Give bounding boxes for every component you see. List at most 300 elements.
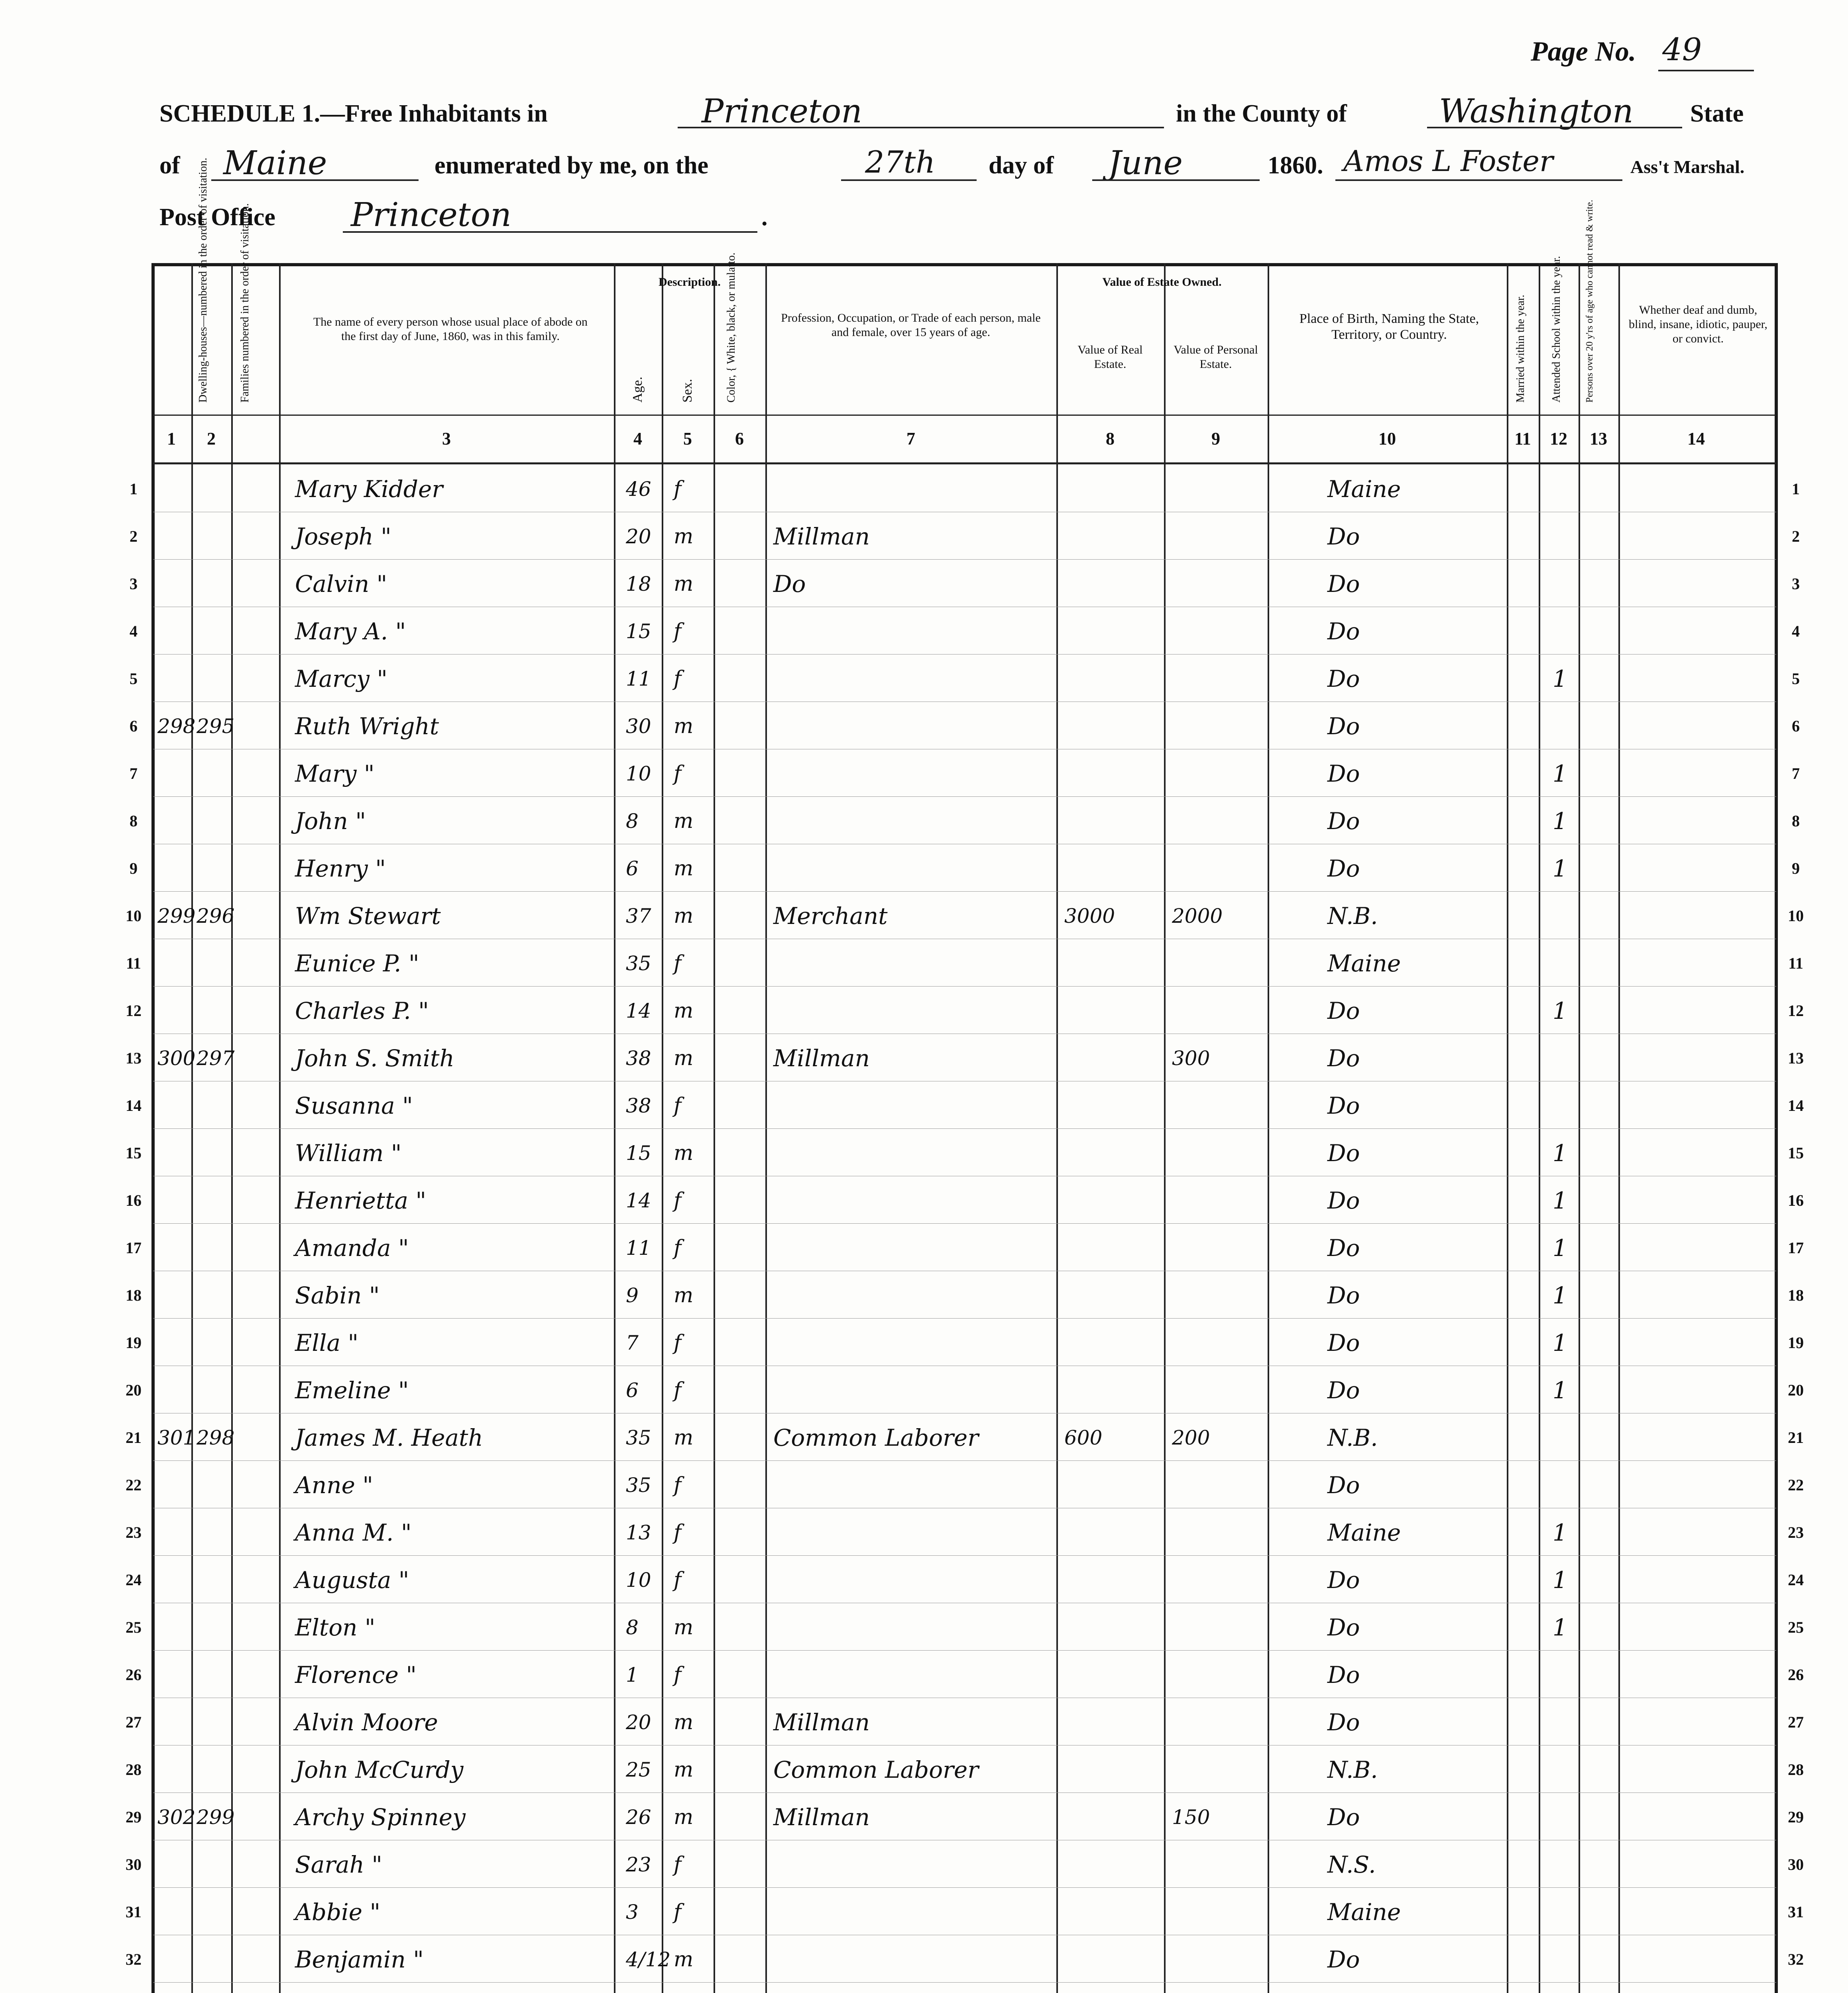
age: 18 [626,572,651,596]
sex: m [674,1616,694,1639]
birthplace: N.B. [1327,1424,1378,1451]
row-number-right: 30 [1788,1855,1804,1873]
dwelling-number: 301 [157,1426,196,1449]
age: 11 [626,1236,651,1260]
col10-header: Place of Birth, Naming the State, Territory, or Country. [1299,311,1479,342]
sex: m [674,999,694,1023]
col8-header: Value of Real Estate. [1077,343,1143,371]
age: 20 [626,525,651,548]
sex: f [674,1663,682,1687]
sex: f [674,1378,682,1402]
col-divider [1164,263,1166,1993]
attended-school: 1 [1553,1519,1567,1546]
row-divider [153,1460,1776,1461]
person-name: William " [295,1140,402,1167]
row-number-left: 12 [126,1002,142,1020]
person-name: John McCurdy [295,1756,464,1783]
occupation: Millman [773,1804,870,1831]
birthplace: Maine [1327,476,1401,503]
row-number-right: 19 [1788,1334,1804,1352]
birthplace: Do [1327,1329,1360,1356]
col-divider [1539,263,1540,1993]
col3-header: The name of every person whose usual place of abode on the first day of June, 1860, was in this family. [313,315,588,343]
sex: m [674,809,694,833]
marshal-signature: Amos L Foster [1343,144,1553,178]
col-divider [765,263,767,1993]
column-number: 2 [207,429,216,448]
description-header: Description. [659,275,721,289]
sex: m [674,714,694,738]
state-value: Maine [223,144,327,182]
age: 37 [626,904,651,928]
row-number-left: 2 [130,527,138,545]
birthplace: N.S. [1327,1851,1376,1878]
personal-estate-value: 300 [1172,1047,1210,1070]
sex: f [674,1521,682,1545]
row-number-right: 22 [1788,1476,1804,1494]
sex: m [674,1710,694,1734]
age: 14 [626,999,651,1022]
person-name: Mary Kidder [295,476,443,503]
birthplace: Do [1327,1377,1360,1404]
person-name: Archy Spinney [295,1804,466,1831]
row-number-left: 27 [126,1713,142,1731]
row-number-left: 6 [130,717,138,735]
column-number: 7 [906,429,915,448]
sex: m [674,1948,694,1971]
estate-header: Value of Estate Owned. [1102,275,1222,289]
row-number-right: 28 [1788,1761,1804,1779]
col-divider [662,263,663,1993]
birthplace: Do [1327,808,1360,835]
age: 35 [626,952,651,975]
sex: f [674,477,682,501]
col-divider [1579,263,1580,1993]
col1-header: Dwelling-houses—numbered in the order of visitation. [197,157,209,403]
page-number: 49 [1662,32,1702,68]
column-number: 9 [1211,429,1220,448]
attended-school: 1 [1553,1614,1567,1641]
birthplace: Do [1327,713,1360,740]
row-number-left: 29 [126,1808,142,1826]
attended-school: 1 [1553,1377,1567,1404]
person-name: John " [295,808,366,835]
person-name: Amanda " [295,1234,409,1262]
age: 38 [626,1094,651,1117]
row-divider [153,1223,1776,1224]
person-name: James M. Heath [295,1424,483,1451]
row-number-right: 17 [1788,1239,1804,1257]
age: 8 [626,810,639,833]
sex: m [674,1805,694,1829]
age: 35 [626,1474,651,1497]
person-name: Eunice P. " [295,950,419,977]
birthplace: N.B. [1327,1756,1378,1783]
birthplace: Do [1327,1187,1360,1214]
sex: f [674,1331,682,1355]
person-name: Calvin " [295,570,387,598]
col-divider [231,263,233,1993]
row-number-right: 23 [1788,1523,1804,1541]
age: 20 [626,1711,651,1734]
person-name: Joseph " [295,523,391,550]
row-number-left: 14 [126,1097,142,1114]
row-divider [153,1128,1776,1129]
col2-header: Families numbered in the order of visitation. [239,203,251,403]
month-underline [1092,179,1260,181]
attended-school: 1 [1553,855,1567,882]
sex: m [674,1141,694,1165]
row-number-left: 20 [126,1381,142,1399]
col-divider [1056,263,1058,1993]
attended-school: 1 [1553,997,1567,1024]
age: 46 [626,478,651,501]
age: 7 [626,1331,639,1354]
birthplace: Do [1327,760,1360,787]
row-number-right: 32 [1788,1950,1804,1968]
birthplace: Do [1327,1472,1360,1499]
column-number: 13 [1590,429,1607,448]
col11-header: Married within the year. [1514,295,1527,403]
township-underline [678,127,1164,128]
sex: f [674,951,682,975]
attended-school: 1 [1553,808,1567,835]
row-number-left: 13 [126,1049,142,1067]
column-number: 6 [735,429,744,448]
county-label: in the County of [1176,100,1347,127]
attended-school: 1 [1553,1234,1567,1262]
row-number-left: 19 [126,1334,142,1352]
sex: f [674,1568,682,1592]
row-number-left: 11 [126,954,141,972]
birthplace: Do [1327,665,1360,692]
row-number-left: 18 [126,1286,142,1304]
row-number-left: 26 [126,1666,142,1684]
row-number-right: 13 [1788,1049,1804,1067]
page-number-underline [1658,70,1754,71]
col12-header: Attended School within the year. [1550,256,1563,403]
birthplace: Do [1327,1709,1360,1736]
row-number-left: 3 [130,575,138,593]
col6-header: Color, { White, black, or mulatto. [725,252,737,403]
sex: f [674,1189,682,1213]
family-number: 297 [197,1047,235,1070]
person-name: Marcy " [295,665,388,692]
age: 10 [626,762,651,785]
personal-estate-value: 150 [1172,1806,1210,1829]
sex: f [674,762,682,786]
real-estate-value: 3000 [1064,904,1115,928]
birthplace: Do [1327,1614,1360,1641]
occupation: Millman [773,1709,870,1736]
person-name: Sabin " [295,1282,380,1309]
row-number-left: 5 [130,670,138,688]
enumerated-label: enumerated by me, on the [434,152,709,179]
family-number: 299 [197,1806,235,1829]
row-number-right: 3 [1792,575,1800,593]
sex: f [674,667,682,691]
person-name: Ruth Wright [295,713,439,740]
sex: m [674,1426,694,1450]
row-number-left: 9 [130,859,138,877]
person-name: Elton " [295,1614,375,1641]
occupation: Do [773,570,806,598]
row-number-right: 25 [1788,1618,1804,1636]
row-number-right: 14 [1788,1097,1804,1114]
age: 11 [626,667,651,690]
row-number-right: 8 [1792,812,1800,830]
dwelling-number: 298 [157,715,196,738]
age: 30 [626,715,651,738]
birthplace: Do [1327,1045,1360,1072]
row-divider [153,1555,1776,1556]
age: 25 [626,1758,651,1781]
age: 6 [626,857,639,880]
birthplace: Do [1327,997,1360,1024]
row-number-right: 5 [1792,670,1800,688]
year-label: 1860. [1268,152,1323,179]
age: 23 [626,1853,651,1876]
col5-header: Sex. [680,379,695,403]
age: 3 [626,1901,639,1924]
col-divider [279,263,281,1993]
row-divider [153,986,1776,987]
row-number-right: 20 [1788,1381,1804,1399]
post-office-period: . [761,204,768,231]
real-estate-value: 600 [1064,1426,1103,1449]
age: 14 [626,1189,651,1212]
marshal-underline [1335,179,1622,181]
marshal-label: Ass't Marshal. [1630,157,1745,177]
row-number-right: 7 [1792,765,1800,782]
day-of-label: day of [989,152,1054,179]
row-number-left: 31 [126,1903,142,1921]
birthplace: Maine [1327,1519,1401,1546]
sex: f [674,1094,682,1118]
person-name: Ella " [295,1329,359,1356]
col9-header: Value of Personal Estate. [1174,343,1258,371]
month-value: June [1108,144,1183,182]
birthplace: N.B. [1327,902,1378,930]
attended-school: 1 [1553,1282,1567,1309]
birthplace: Do [1327,618,1360,645]
family-number: 295 [197,715,235,738]
row-number-right: 15 [1788,1144,1804,1162]
day-value: 27th [865,144,936,180]
row-number-right: 27 [1788,1713,1804,1731]
age: 13 [626,1521,651,1544]
attended-school: 1 [1553,1566,1567,1594]
county-underline [1427,127,1682,128]
row-number-right: 1 [1792,480,1800,498]
column-number: 4 [633,429,642,448]
row-number-left: 24 [126,1571,142,1589]
row-number-left: 8 [130,812,138,830]
person-name: Mary " [295,760,375,787]
day-underline [841,179,977,181]
occupation: Common Laborer [773,1756,979,1783]
sex: f [674,1853,682,1877]
state-label: State [1690,100,1744,127]
column-number: 1 [167,429,176,448]
birthplace: Do [1327,1804,1360,1831]
age: 4/12 [626,1948,671,1971]
colnum-bottom-line [153,462,1776,464]
schedule-title: SCHEDULE 1.—Free Inhabitants in [159,100,548,127]
birthplace: Maine [1327,1899,1401,1926]
row-number-right: 24 [1788,1571,1804,1589]
header-bottom-line [153,415,1776,416]
person-name: Charles P. " [295,997,429,1024]
row-number-right: 6 [1792,717,1800,735]
row-number-left: 21 [126,1429,142,1447]
row-divider [153,796,1776,797]
person-name: Benjamin " [295,1946,424,1973]
person-name: Augusta " [295,1566,409,1594]
person-name: Florence " [295,1661,417,1688]
sex: m [674,1283,694,1307]
personal-estate-value: 200 [1172,1426,1210,1449]
age: 8 [626,1616,639,1639]
birthplace: Do [1327,1092,1360,1119]
person-name: Alvin Moore [295,1709,438,1736]
of-label: of [159,152,180,179]
personal-estate-value: 2000 [1172,904,1223,928]
family-number: 296 [197,904,235,928]
row-number-left: 10 [126,907,142,925]
row-number-left: 32 [126,1950,142,1968]
person-name: Wm Stewart [295,902,441,930]
row-number-left: 7 [130,765,138,782]
row-divider [153,559,1776,560]
row-divider [153,1982,1776,1983]
birthplace: Do [1327,1661,1360,1688]
col-divider [1268,263,1269,1993]
person-name: Anna M. " [295,1519,412,1546]
occupation: Common Laborer [773,1424,979,1451]
birthplace: Do [1327,855,1360,882]
attended-school: 1 [1553,665,1567,692]
birthplace: Do [1327,523,1360,550]
person-name: Abbie " [295,1899,381,1926]
township-value: Princeton [702,92,862,130]
attended-school: 1 [1553,1329,1567,1356]
sex: m [674,857,694,881]
birthplace: Do [1327,570,1360,598]
occupation: Merchant [773,902,888,930]
row-number-left: 30 [126,1855,142,1873]
row-number-left: 1 [130,480,138,498]
row-divider [153,891,1776,892]
age: 26 [626,1806,651,1829]
birthplace: Do [1327,1946,1360,1973]
age: 15 [626,620,651,643]
person-name: Mary A. " [295,618,406,645]
row-number-right: 29 [1788,1808,1804,1826]
row-number-right: 4 [1792,622,1800,640]
sex: f [674,619,682,643]
row-divider [153,1318,1776,1319]
col14-header: Whether deaf and dumb, blind, insane, idiotic, pauper, or convict. [1629,303,1767,345]
sex: f [674,1900,682,1924]
row-divider [153,1887,1776,1888]
age: 15 [626,1142,651,1165]
row-number-right: 11 [1788,954,1803,972]
sex: m [674,525,694,548]
row-number-right: 16 [1788,1191,1804,1209]
family-number: 298 [197,1426,235,1449]
person-name: Anne " [295,1472,374,1499]
row-number-right: 2 [1792,527,1800,545]
col-divider [1507,263,1508,1993]
dwelling-number: 300 [157,1047,196,1070]
dwelling-number: 302 [157,1806,196,1829]
age: 9 [626,1284,639,1307]
row-divider [153,654,1776,655]
occupation: Millman [773,1045,870,1072]
birthplace: Do [1327,1282,1360,1309]
sex: m [674,1758,694,1782]
row-number-left: 25 [126,1618,142,1636]
row-number-left: 22 [126,1476,142,1494]
age: 38 [626,1047,651,1070]
attended-school: 1 [1553,1140,1567,1167]
row-number-right: 21 [1788,1429,1804,1447]
column-number: 3 [442,429,451,448]
row-number-left: 17 [126,1239,142,1257]
col7-header: Profession, Occupation, or Trade of each person, male and female, over 15 years of age. [781,311,1041,339]
row-number-right: 18 [1788,1286,1804,1304]
row-number-right: 31 [1788,1903,1804,1921]
birthplace: Do [1327,1234,1360,1262]
row-number-right: 9 [1792,859,1800,877]
sex: f [674,1236,682,1260]
sex: m [674,904,694,928]
row-number-left: 28 [126,1761,142,1779]
column-number: 10 [1378,429,1396,448]
age: 10 [626,1568,651,1592]
county-value: Washington [1439,92,1634,130]
attended-school: 1 [1553,1187,1567,1214]
col4-header: Age. [630,376,645,403]
row-number-right: 12 [1788,1002,1804,1020]
sex: m [674,572,694,596]
column-number: 5 [683,429,692,448]
row-number-left: 4 [130,622,138,640]
age: 35 [626,1426,651,1449]
person-name: John S. Smith [295,1045,454,1072]
row-number-left: 23 [126,1523,142,1541]
occupation: Millman [773,523,870,550]
person-name: Sarah " [295,1851,383,1878]
col13-header: Persons over 20 y'rs of age who cannot read & write. [1585,200,1595,403]
column-number: 12 [1550,429,1567,448]
birthplace: Do [1327,1566,1360,1594]
birthplace: Do [1327,1140,1360,1167]
dwelling-number: 299 [157,904,196,928]
post-office-label: Post Office [159,204,275,231]
sex: f [674,1473,682,1497]
column-number: 14 [1687,429,1705,448]
column-number: 11 [1514,429,1531,448]
sex: m [674,1046,694,1070]
col-divider [614,263,615,1993]
page-number-label: Page No. [1531,36,1636,67]
person-name: Emeline " [295,1377,409,1404]
col-divider [1618,263,1620,1993]
person-name: Susanna " [295,1092,413,1119]
col-divider [191,263,193,1993]
